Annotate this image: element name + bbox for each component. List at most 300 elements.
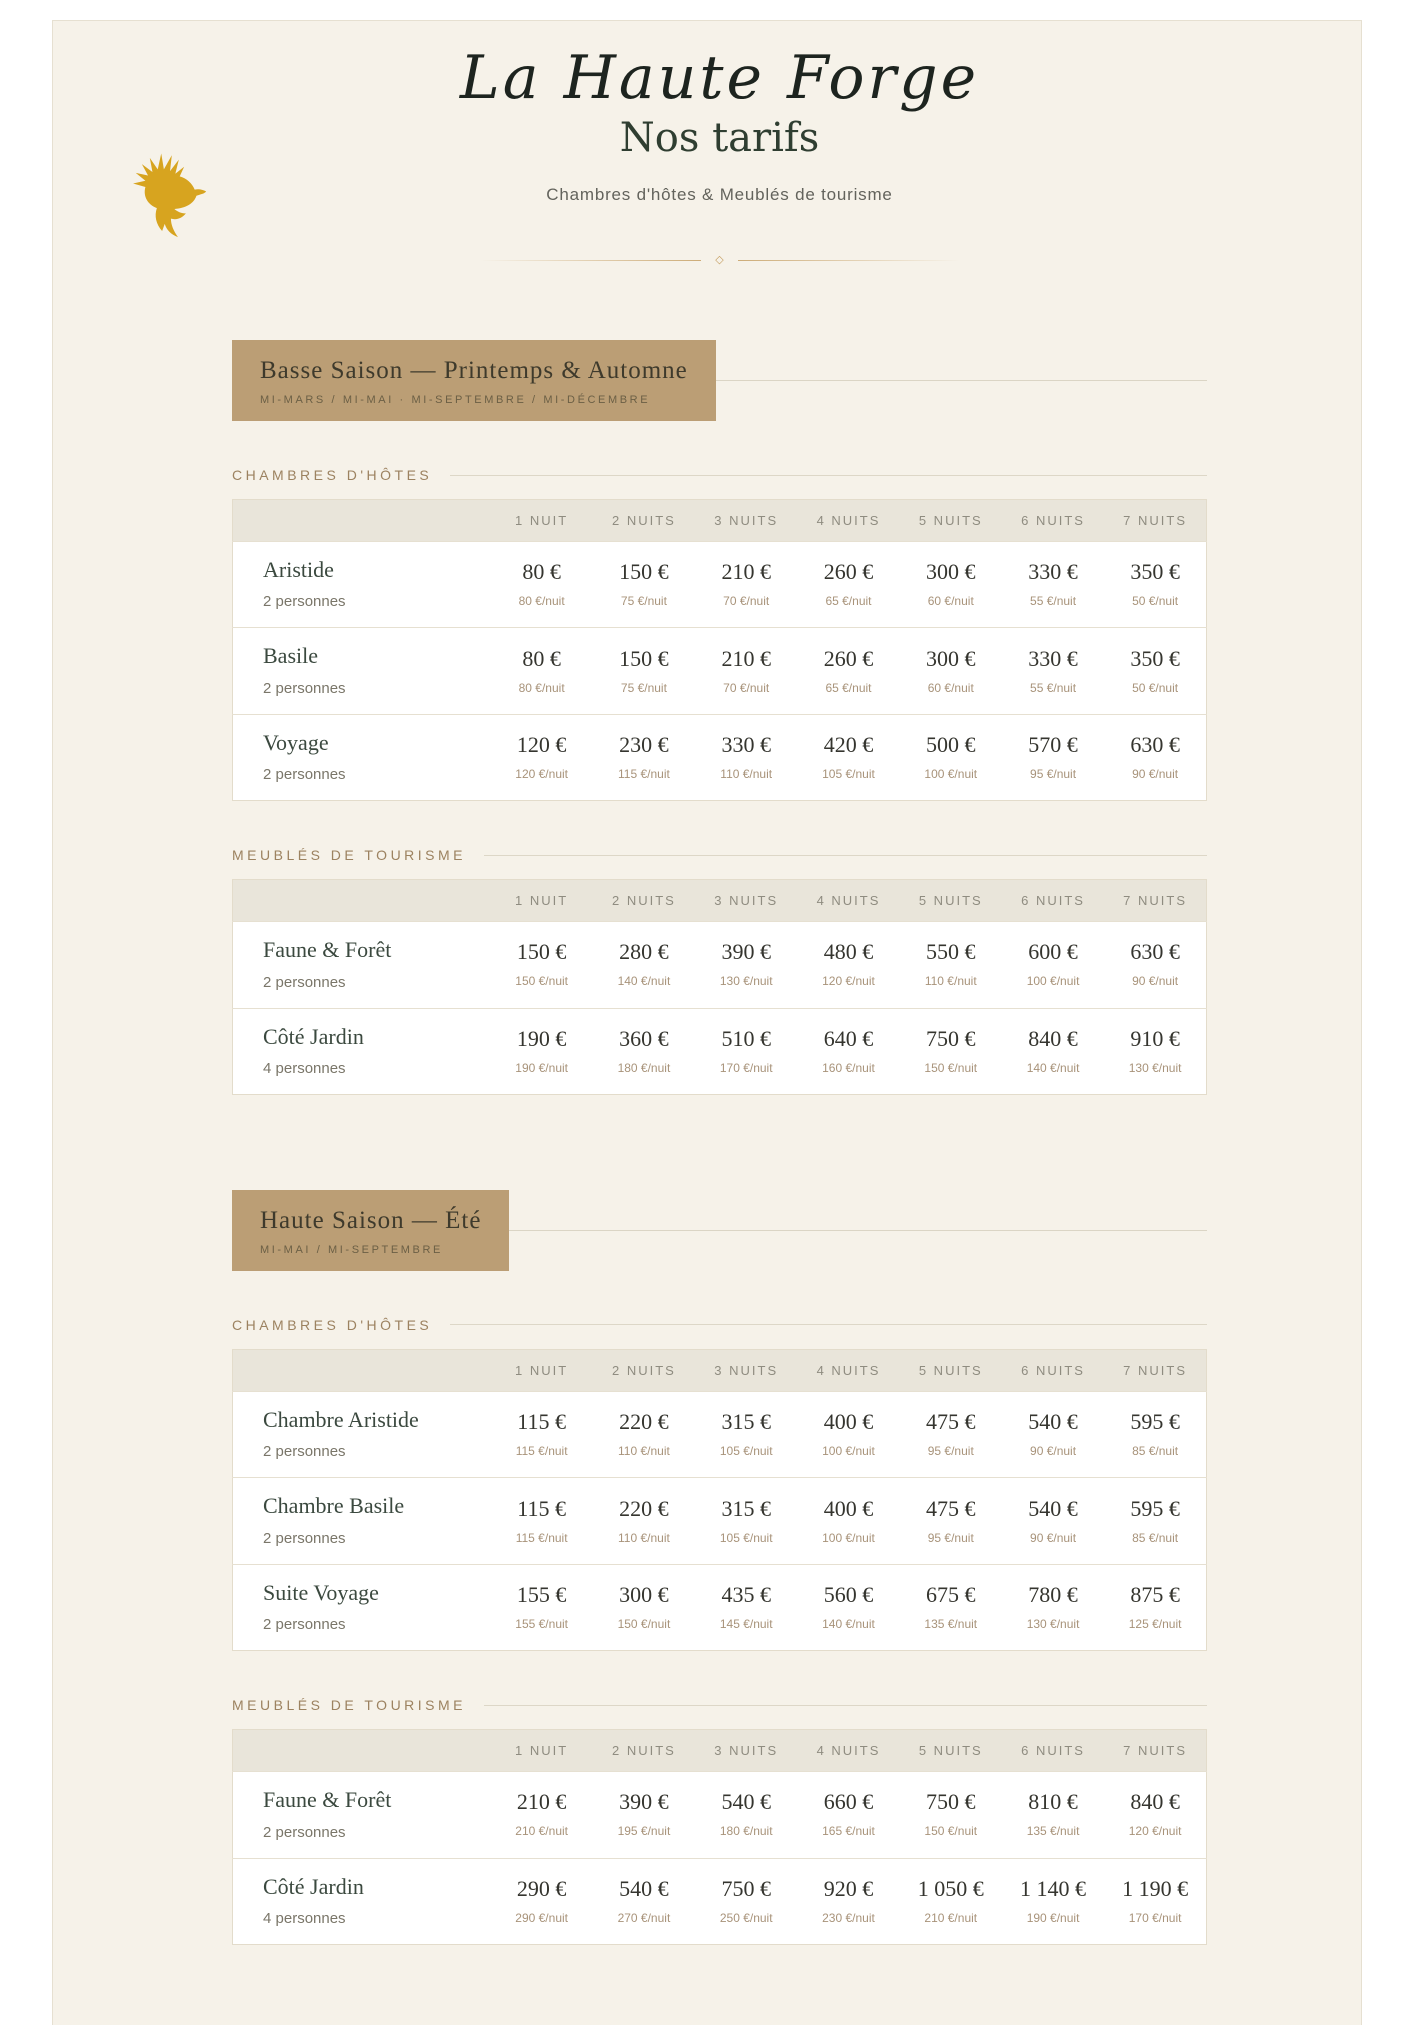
total-price: 330 € bbox=[1028, 645, 1078, 671]
group-title: MEUBLÉS DE TOURISME bbox=[232, 847, 467, 864]
price-cell bbox=[900, 1008, 1002, 1094]
column-header: 4 NUITS bbox=[797, 1730, 899, 1772]
group-heading-line bbox=[484, 1705, 1207, 1706]
total-price: 120 € bbox=[516, 731, 567, 757]
room-cell bbox=[233, 1564, 491, 1650]
per-night-price: 130 €/nuit bbox=[1026, 1616, 1080, 1631]
per-night-price: 120 €/nuit bbox=[822, 974, 875, 989]
per-night-price: 150 €/nuit bbox=[515, 974, 568, 989]
column-header: 2 NUITS bbox=[593, 500, 695, 542]
total-price: 435 € bbox=[721, 1581, 771, 1607]
price-cell bbox=[1002, 1478, 1104, 1564]
price-cell bbox=[900, 1858, 1002, 1944]
room-name: Côté Jardin bbox=[263, 1873, 364, 1899]
per-night-price: 65 €/nuit bbox=[825, 594, 872, 609]
per-night-price: 105 €/nuit bbox=[719, 1530, 773, 1545]
per-night-price: 85 €/nuit bbox=[1132, 1444, 1179, 1459]
total-price: 300 € bbox=[926, 645, 976, 671]
per-night-price: 210 €/nuit bbox=[924, 1910, 978, 1925]
room-capacity: 2 personnes bbox=[263, 1529, 346, 1547]
total-price: 220 € bbox=[619, 1495, 669, 1521]
price-cell bbox=[797, 1478, 899, 1564]
price-cell bbox=[1104, 1564, 1206, 1650]
room-cell bbox=[233, 1391, 491, 1477]
total-price: 560 € bbox=[823, 1581, 874, 1607]
price-cell bbox=[695, 628, 797, 714]
price-cell bbox=[491, 628, 593, 714]
table-body bbox=[233, 922, 1207, 1095]
total-price: 510 € bbox=[721, 1025, 771, 1051]
column-header: 1 NUIT bbox=[491, 880, 593, 922]
price-cell bbox=[1002, 714, 1104, 800]
per-night-price: 180 €/nuit bbox=[617, 1060, 671, 1075]
total-price: 920 € bbox=[823, 1875, 874, 1901]
empty-corner-cell bbox=[233, 500, 491, 542]
price-cell bbox=[491, 1478, 593, 1564]
per-night-price: 90 €/nuit bbox=[1030, 1444, 1077, 1459]
room-name: Faune & Forêt bbox=[263, 1787, 392, 1813]
price-cell bbox=[695, 1391, 797, 1477]
empty-corner-cell bbox=[233, 1730, 491, 1772]
total-price: 750 € bbox=[721, 1875, 771, 1901]
room-capacity: 2 personnes bbox=[263, 679, 346, 697]
total-price: 810 € bbox=[1028, 1789, 1078, 1815]
table-row bbox=[233, 922, 1207, 1008]
total-price: 230 € bbox=[619, 731, 669, 757]
per-night-price: 155 €/nuit bbox=[515, 1616, 568, 1631]
per-night-price: 75 €/nuit bbox=[620, 594, 667, 609]
per-night-price: 290 €/nuit bbox=[515, 1910, 568, 1925]
per-night-price: 190 €/nuit bbox=[515, 1060, 568, 1075]
per-night-price: 100 €/nuit bbox=[822, 1444, 875, 1459]
total-price: 540 € bbox=[1028, 1495, 1078, 1521]
room-name: Chambre Basile bbox=[263, 1493, 405, 1519]
season-banner-row bbox=[232, 340, 1207, 421]
total-price: 875 € bbox=[1130, 1581, 1180, 1607]
column-header: 5 NUITS bbox=[900, 500, 1002, 542]
per-night-price: 180 €/nuit bbox=[719, 1824, 773, 1839]
column-header: 2 NUITS bbox=[593, 1730, 695, 1772]
price-cell bbox=[593, 1858, 695, 1944]
total-price: 840 € bbox=[1028, 1025, 1078, 1051]
total-price: 840 € bbox=[1130, 1789, 1180, 1815]
price-cell bbox=[900, 1564, 1002, 1650]
per-night-price: 100 €/nuit bbox=[822, 1530, 875, 1545]
group-heading bbox=[232, 1317, 1207, 1333]
season-dates: MI-MAI / MI-SEPTEMBRE bbox=[260, 1243, 443, 1256]
total-price: 210 € bbox=[516, 1789, 567, 1815]
total-price: 475 € bbox=[926, 1409, 976, 1435]
per-night-price: 110 €/nuit bbox=[618, 1530, 670, 1545]
season-banner bbox=[232, 1190, 509, 1271]
room-cell bbox=[233, 714, 491, 800]
price-cell bbox=[1002, 1391, 1104, 1477]
price-cell bbox=[900, 1478, 1002, 1564]
per-night-price: 95 €/nuit bbox=[927, 1444, 974, 1459]
pricing-group bbox=[232, 1317, 1207, 1651]
price-cell bbox=[1104, 1008, 1206, 1094]
total-price: 80 € bbox=[522, 645, 561, 671]
per-night-price: 70 €/nuit bbox=[723, 680, 770, 695]
column-header: 6 NUITS bbox=[1002, 1730, 1104, 1772]
per-night-price: 140 €/nuit bbox=[617, 974, 671, 989]
room-capacity: 2 personnes bbox=[263, 973, 346, 991]
table-row bbox=[233, 1008, 1207, 1094]
room-name: Suite Voyage bbox=[263, 1579, 379, 1605]
column-header: 7 NUITS bbox=[1104, 880, 1206, 922]
total-price: 80 € bbox=[522, 559, 561, 585]
group-heading bbox=[232, 1697, 1207, 1713]
per-night-price: 100 €/nuit bbox=[924, 766, 978, 781]
total-price: 350 € bbox=[1130, 559, 1180, 585]
per-night-price: 95 €/nuit bbox=[927, 1530, 974, 1545]
per-night-price: 95 €/nuit bbox=[1030, 766, 1077, 781]
room-cell bbox=[233, 1008, 491, 1094]
group-heading-line bbox=[484, 855, 1207, 856]
price-cell bbox=[695, 1772, 797, 1858]
price-cell bbox=[1002, 922, 1104, 1008]
total-price: 330 € bbox=[1028, 559, 1078, 585]
column-header: 7 NUITS bbox=[1104, 1349, 1206, 1391]
per-night-price: 270 €/nuit bbox=[617, 1910, 671, 1925]
group-title: CHAMBRES D'HÔTES bbox=[232, 467, 433, 483]
per-night-price: 150 €/nuit bbox=[924, 1824, 978, 1839]
price-cell bbox=[491, 714, 593, 800]
table-row bbox=[233, 1564, 1207, 1650]
total-price: 360 € bbox=[619, 1025, 669, 1051]
price-cell bbox=[1002, 628, 1104, 714]
per-night-price: 50 €/nuit bbox=[1132, 594, 1179, 609]
room-cell bbox=[233, 1772, 491, 1858]
per-night-price: 125 €/nuit bbox=[1128, 1616, 1182, 1631]
room-capacity: 4 personnes bbox=[263, 1059, 346, 1077]
room-name: Basile bbox=[263, 643, 318, 669]
per-night-price: 65 €/nuit bbox=[825, 680, 872, 695]
room-capacity: 2 personnes bbox=[263, 1443, 346, 1461]
room-capacity: 4 personnes bbox=[263, 1909, 346, 1927]
per-night-price: 105 €/nuit bbox=[822, 766, 875, 781]
group-title: CHAMBRES D'HÔTES bbox=[232, 1316, 433, 1333]
season-banner-row bbox=[232, 1190, 1207, 1271]
column-header: 7 NUITS bbox=[1104, 1730, 1206, 1772]
season-banner bbox=[232, 340, 716, 421]
per-night-price: 230 €/nuit bbox=[822, 1910, 875, 1925]
room-cell bbox=[233, 922, 491, 1008]
total-price: 280 € bbox=[619, 939, 669, 965]
pricing-group bbox=[232, 467, 1207, 801]
total-price: 1 050 € bbox=[917, 1875, 984, 1901]
price-cell bbox=[695, 1008, 797, 1094]
price-cell bbox=[491, 542, 593, 628]
table-body bbox=[233, 1391, 1207, 1650]
per-night-price: 50 €/nuit bbox=[1132, 680, 1179, 695]
table-row bbox=[233, 1858, 1207, 1944]
total-price: 570 € bbox=[1028, 731, 1078, 757]
total-price: 330 € bbox=[721, 731, 771, 757]
price-cell bbox=[1104, 922, 1206, 1008]
price-cell bbox=[1104, 714, 1206, 800]
table-row bbox=[233, 542, 1207, 628]
per-night-price: 90 €/nuit bbox=[1132, 974, 1179, 989]
per-night-price: 150 €/nuit bbox=[617, 1616, 671, 1631]
price-cell bbox=[797, 1772, 899, 1858]
total-price: 260 € bbox=[823, 645, 874, 671]
price-cell bbox=[900, 1772, 1002, 1858]
per-night-price: 130 €/nuit bbox=[1128, 1060, 1182, 1075]
group-title: MEUBLÉS DE TOURISME bbox=[232, 1697, 467, 1714]
per-night-price: 130 €/nuit bbox=[719, 974, 773, 989]
column-header: 1 NUIT bbox=[491, 1730, 593, 1772]
column-header: 5 NUITS bbox=[900, 1349, 1002, 1391]
pricing-group bbox=[232, 1697, 1207, 1945]
total-price: 290 € bbox=[516, 1875, 567, 1901]
price-cell bbox=[491, 1391, 593, 1477]
per-night-price: 60 €/nuit bbox=[927, 680, 974, 695]
price-table bbox=[232, 1349, 1207, 1651]
header bbox=[232, 45, 1207, 266]
price-cell bbox=[900, 714, 1002, 800]
total-price: 595 € bbox=[1130, 1409, 1180, 1435]
column-header: 6 NUITS bbox=[1002, 880, 1104, 922]
price-cell bbox=[1002, 1564, 1104, 1650]
season-title: Haute Saison — Été bbox=[260, 1206, 482, 1234]
price-cell bbox=[593, 628, 695, 714]
total-price: 910 € bbox=[1130, 1025, 1180, 1051]
per-night-price: 110 €/nuit bbox=[618, 1444, 670, 1459]
price-cell bbox=[491, 1008, 593, 1094]
table-body bbox=[233, 1772, 1207, 1945]
per-night-price: 195 €/nuit bbox=[617, 1824, 671, 1839]
total-price: 1 190 € bbox=[1122, 1875, 1189, 1901]
total-price: 540 € bbox=[1028, 1409, 1078, 1435]
room-name: Faune & Forêt bbox=[263, 937, 392, 963]
per-night-price: 70 €/nuit bbox=[723, 594, 770, 609]
total-price: 210 € bbox=[721, 645, 771, 671]
total-price: 390 € bbox=[721, 939, 771, 965]
per-night-price: 110 €/nuit bbox=[720, 766, 773, 781]
per-night-price: 170 €/nuit bbox=[1128, 1910, 1182, 1925]
season-section bbox=[232, 340, 1207, 1095]
price-cell bbox=[695, 714, 797, 800]
price-cell bbox=[1002, 1772, 1104, 1858]
total-price: 600 € bbox=[1028, 939, 1078, 965]
group-heading-line bbox=[450, 1324, 1207, 1325]
total-price: 155 € bbox=[516, 1581, 567, 1607]
per-night-price: 165 €/nuit bbox=[822, 1824, 875, 1839]
column-header: 7 NUITS bbox=[1104, 500, 1206, 542]
total-price: 475 € bbox=[926, 1495, 976, 1521]
price-cell bbox=[695, 1564, 797, 1650]
table-row bbox=[233, 1772, 1207, 1858]
price-cell bbox=[695, 1478, 797, 1564]
per-night-price: 135 €/nuit bbox=[924, 1616, 978, 1631]
room-name: Chambre Aristide bbox=[263, 1406, 419, 1432]
price-cell bbox=[1002, 1858, 1104, 1944]
per-night-price: 90 €/nuit bbox=[1030, 1530, 1077, 1545]
total-price: 300 € bbox=[619, 1581, 669, 1607]
table-row bbox=[233, 628, 1207, 714]
per-night-price: 140 €/nuit bbox=[1026, 1060, 1080, 1075]
page-title: Nos tarifs bbox=[619, 115, 820, 161]
per-night-price: 115 €/nuit bbox=[618, 766, 670, 781]
empty-corner-cell bbox=[233, 880, 491, 922]
total-price: 750 € bbox=[926, 1789, 976, 1815]
table-head-row bbox=[233, 1730, 1207, 1772]
total-price: 150 € bbox=[516, 939, 567, 965]
column-header: 4 NUITS bbox=[797, 500, 899, 542]
price-cell bbox=[900, 628, 1002, 714]
column-header: 4 NUITS bbox=[797, 880, 899, 922]
per-night-price: 115 €/nuit bbox=[515, 1530, 568, 1545]
column-header: 3 NUITS bbox=[695, 880, 797, 922]
total-price: 630 € bbox=[1130, 939, 1180, 965]
total-price: 480 € bbox=[823, 939, 874, 965]
column-header: 3 NUITS bbox=[695, 1349, 797, 1391]
room-capacity: 2 personnes bbox=[263, 1823, 346, 1841]
total-price: 400 € bbox=[823, 1409, 874, 1435]
per-night-price: 160 €/nuit bbox=[822, 1060, 875, 1075]
room-capacity: 2 personnes bbox=[263, 1616, 346, 1634]
per-night-price: 170 €/nuit bbox=[719, 1060, 773, 1075]
total-price: 630 € bbox=[1130, 731, 1180, 757]
column-header: 3 NUITS bbox=[695, 500, 797, 542]
total-price: 675 € bbox=[926, 1581, 976, 1607]
group-heading-line bbox=[450, 475, 1207, 476]
season-dates: MI-MARS / MI-MAI · MI-SEPTEMBRE / MI-DÉCEMBRE bbox=[260, 394, 651, 406]
per-night-price: 110 €/nuit bbox=[924, 974, 977, 989]
room-cell bbox=[233, 1478, 491, 1564]
group-heading bbox=[232, 467, 1207, 483]
gold-bird-icon bbox=[119, 148, 207, 240]
per-night-price: 55 €/nuit bbox=[1030, 680, 1077, 695]
site-title: La Haute Forge bbox=[459, 43, 980, 113]
price-cell bbox=[797, 1858, 899, 1944]
room-capacity: 2 personnes bbox=[263, 593, 346, 611]
total-price: 190 € bbox=[516, 1025, 567, 1051]
total-price: 1 140 € bbox=[1020, 1875, 1087, 1901]
column-header: 6 NUITS bbox=[1002, 500, 1104, 542]
page-card bbox=[52, 20, 1362, 2025]
price-cell bbox=[797, 628, 899, 714]
room-name: Aristide bbox=[263, 557, 334, 582]
price-cell bbox=[695, 922, 797, 1008]
total-price: 550 € bbox=[926, 939, 976, 965]
column-header: 2 NUITS bbox=[593, 880, 695, 922]
per-night-price: 80 €/nuit bbox=[518, 680, 565, 695]
season-banner-line bbox=[716, 380, 1207, 381]
divider-diamond-icon: ◇ bbox=[715, 254, 724, 266]
price-table bbox=[232, 1729, 1207, 1945]
table-head-row bbox=[233, 1349, 1207, 1391]
price-cell bbox=[797, 1008, 899, 1094]
total-price: 595 € bbox=[1130, 1495, 1180, 1521]
price-cell bbox=[695, 1858, 797, 1944]
price-cell bbox=[797, 922, 899, 1008]
price-cell bbox=[593, 1478, 695, 1564]
price-cell bbox=[1002, 542, 1104, 628]
price-cell bbox=[695, 542, 797, 628]
per-night-price: 80 €/nuit bbox=[518, 594, 565, 609]
per-night-price: 250 €/nuit bbox=[719, 1910, 773, 1925]
total-price: 400 € bbox=[823, 1495, 874, 1521]
total-price: 350 € bbox=[1130, 645, 1180, 671]
table-row bbox=[233, 714, 1207, 800]
total-price: 540 € bbox=[721, 1789, 771, 1815]
price-cell bbox=[593, 1391, 695, 1477]
table-body bbox=[233, 542, 1207, 801]
price-cell bbox=[1104, 1858, 1206, 1944]
column-header: 5 NUITS bbox=[900, 1730, 1002, 1772]
total-price: 780 € bbox=[1028, 1581, 1078, 1607]
total-price: 260 € bbox=[823, 559, 874, 585]
price-cell bbox=[797, 714, 899, 800]
season-banner-line bbox=[509, 1230, 1207, 1231]
price-cell bbox=[1104, 628, 1206, 714]
price-cell bbox=[491, 1564, 593, 1650]
table-row bbox=[233, 1391, 1207, 1477]
price-cell bbox=[797, 1391, 899, 1477]
room-name: Côté Jardin bbox=[263, 1023, 364, 1049]
room-capacity: 2 personnes bbox=[263, 766, 346, 784]
column-header: 3 NUITS bbox=[695, 1730, 797, 1772]
total-price: 150 € bbox=[619, 559, 669, 585]
per-night-price: 190 €/nuit bbox=[1026, 1910, 1080, 1925]
table-head-row bbox=[233, 500, 1207, 542]
total-price: 115 € bbox=[517, 1409, 566, 1435]
per-night-price: 150 €/nuit bbox=[924, 1060, 978, 1075]
total-price: 750 € bbox=[926, 1025, 976, 1051]
tagline: Chambres d'hôtes & Meublés de tourisme bbox=[546, 185, 893, 204]
price-cell bbox=[593, 1772, 695, 1858]
per-night-price: 140 €/nuit bbox=[822, 1616, 875, 1631]
per-night-price: 85 €/nuit bbox=[1132, 1530, 1179, 1545]
per-night-price: 120 €/nuit bbox=[515, 766, 568, 781]
column-header: 6 NUITS bbox=[1002, 1349, 1104, 1391]
price-cell bbox=[593, 922, 695, 1008]
table-head-row bbox=[233, 880, 1207, 922]
price-cell bbox=[491, 1772, 593, 1858]
per-night-price: 115 €/nuit bbox=[515, 1444, 568, 1459]
total-price: 640 € bbox=[823, 1025, 874, 1051]
price-cell bbox=[1104, 1391, 1206, 1477]
price-cell bbox=[900, 542, 1002, 628]
group-heading bbox=[232, 847, 1207, 863]
price-cell bbox=[900, 1391, 1002, 1477]
total-price: 220 € bbox=[619, 1409, 669, 1435]
per-night-price: 105 €/nuit bbox=[719, 1444, 773, 1459]
per-night-price: 145 €/nuit bbox=[719, 1616, 773, 1631]
divider-line bbox=[738, 260, 960, 261]
pricing-content bbox=[232, 340, 1207, 1945]
column-header: 1 NUIT bbox=[491, 1349, 593, 1391]
price-cell bbox=[593, 714, 695, 800]
total-price: 150 € bbox=[619, 645, 669, 671]
price-cell bbox=[593, 542, 695, 628]
total-price: 315 € bbox=[721, 1409, 771, 1435]
season-groups bbox=[232, 467, 1207, 1095]
per-night-price: 60 €/nuit bbox=[927, 594, 974, 609]
price-cell bbox=[593, 1564, 695, 1650]
price-cell bbox=[1104, 1478, 1206, 1564]
room-cell bbox=[233, 1858, 491, 1944]
per-night-price: 120 €/nuit bbox=[1128, 1824, 1182, 1839]
column-header: 5 NUITS bbox=[900, 880, 1002, 922]
price-cell bbox=[1104, 1772, 1206, 1858]
price-cell bbox=[1104, 542, 1206, 628]
per-night-price: 135 €/nuit bbox=[1026, 1824, 1080, 1839]
per-night-price: 55 €/nuit bbox=[1030, 594, 1077, 609]
price-cell bbox=[491, 1858, 593, 1944]
